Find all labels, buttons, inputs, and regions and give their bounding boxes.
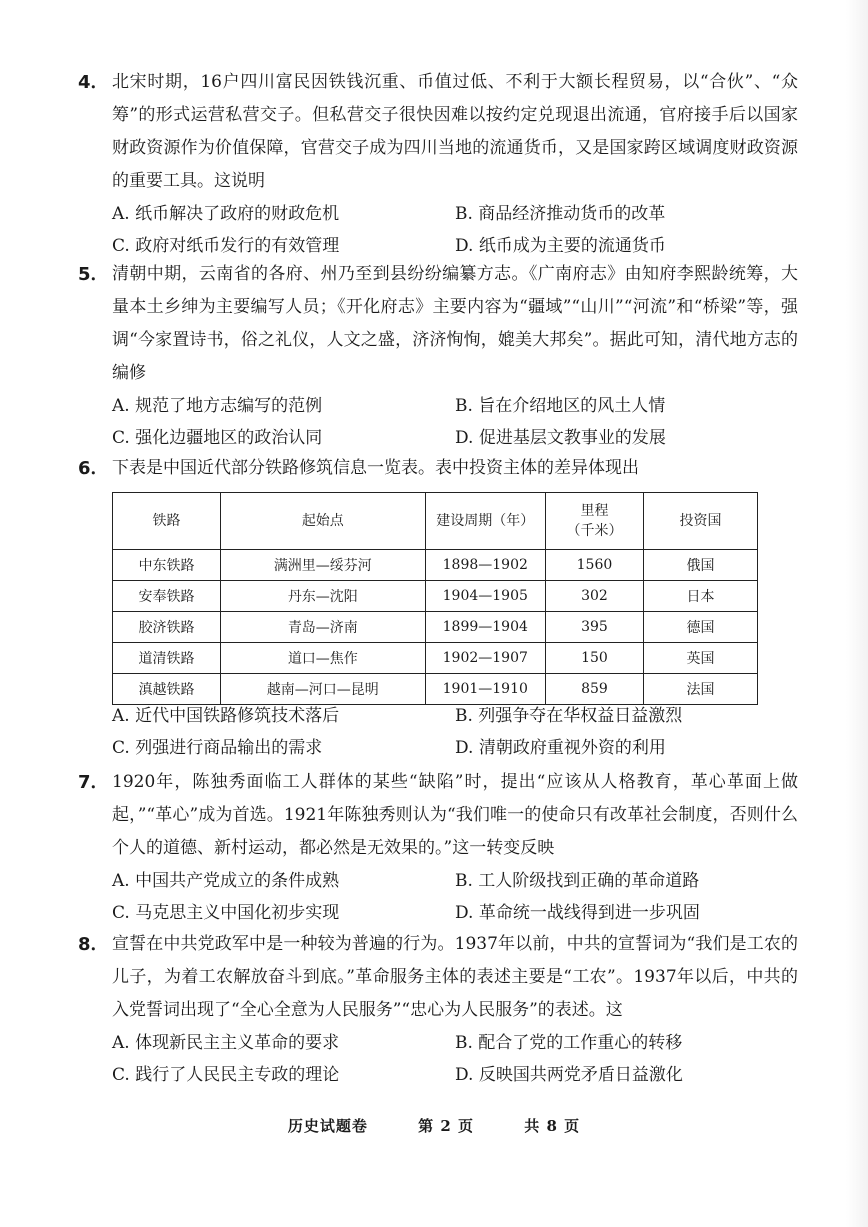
- question-5: [78, 258, 798, 454]
- table-cell: 中东铁路: [113, 550, 221, 581]
- question-5-option-c[interactable]: C. 强化边疆地区的政治认同: [112, 428, 323, 448]
- question-6-options: [112, 700, 798, 764]
- table-cell: 满洲里—绥芬河: [220, 550, 425, 581]
- question-8: [78, 928, 798, 1091]
- question-4-option-b[interactable]: B. 商品经济推动货币的改革: [455, 204, 666, 224]
- page-footer: [0, 1115, 868, 1136]
- railway-table: [112, 492, 758, 705]
- question-6-number: 6．: [78, 458, 109, 479]
- question-7-option-c[interactable]: C. 马克思主义中国化初步实现: [112, 903, 340, 923]
- question-8-text: 宣誓在中共党政军中是一种较为普遍的行为。1937年以前，中共的宣誓词为“我们是工农的儿子，为着工农解放奋斗到底。”革命服务主体的表述主要是“工农”。1937年以后，中共的入党誓词出现了“全心全意为人民服务”“忠心为人民服务”的表述。这: [112, 934, 798, 1020]
- question-6-stem: [78, 452, 798, 485]
- question-6: [78, 452, 798, 485]
- question-4-option-c[interactable]: C. 政府对纸币发行的有效管理: [112, 236, 340, 256]
- table-cell: 395: [545, 612, 643, 643]
- table-cell: 1898—1902: [425, 550, 545, 581]
- table-cell: 859: [545, 674, 643, 705]
- question-8-option-b[interactable]: B. 配合了党的工作重心的转移: [455, 1033, 683, 1053]
- table-header-cell: 起始点: [220, 493, 425, 550]
- table-row: [113, 550, 758, 581]
- question-5-number: 5．: [78, 264, 109, 285]
- table-cell: 1901—1910: [425, 674, 545, 705]
- table-cell: 1560: [545, 550, 643, 581]
- question-8-number: 8．: [78, 934, 109, 955]
- question-7-option-a[interactable]: A. 中国共产党成立的条件成熟: [112, 871, 340, 891]
- question-8-option-d[interactable]: D. 反映国共两党矛盾日益激化: [455, 1065, 683, 1085]
- footer-total-pages: 共 8 页: [524, 1117, 581, 1135]
- table-cell: 1902—1907: [425, 643, 545, 674]
- table-row: [113, 643, 758, 674]
- table-header-row: [113, 493, 758, 550]
- question-7-option-b[interactable]: B. 工人阶级找到正确的革命道路: [455, 871, 700, 891]
- table-cell: 道清铁路: [113, 643, 221, 674]
- question-6-option-c[interactable]: C. 列强进行商品输出的需求: [112, 738, 323, 758]
- table-cell: 法国: [644, 674, 758, 705]
- question-5-option-a[interactable]: A. 规范了地方志编写的范例: [112, 396, 323, 416]
- table-header-cell: 里程 （千米）: [545, 493, 643, 550]
- table-header-cell: 建设周期（年）: [425, 493, 545, 550]
- question-5-option-b[interactable]: B. 旨在介绍地区的风土人情: [455, 396, 666, 416]
- question-6-option-a[interactable]: A. 近代中国铁路修筑技术落后: [112, 706, 340, 726]
- footer-subject: 历史试题卷: [287, 1117, 368, 1135]
- question-6-option-b[interactable]: B. 列强争夺在华权益日益激烈: [455, 706, 683, 726]
- table-cell: 150: [545, 643, 643, 674]
- question-6-option-d[interactable]: D. 清朝政府重视外资的利用: [455, 738, 666, 758]
- table-row: [113, 581, 758, 612]
- question-5-options: [112, 390, 798, 454]
- question-7: [78, 766, 798, 929]
- question-8-stem: [78, 928, 798, 1027]
- question-7-option-d[interactable]: D. 革命统一战线得到进一步巩固: [455, 903, 700, 923]
- table-cell: 道口—焦作: [220, 643, 425, 674]
- question-6-options-block: [78, 700, 798, 764]
- question-5-option-d[interactable]: D. 促进基层文教事业的发展: [455, 428, 666, 448]
- table-cell: 日本: [644, 581, 758, 612]
- footer-page-number: 第 2 页: [418, 1117, 474, 1135]
- table-cell: 胶济铁路: [113, 612, 221, 643]
- scan-edge-shadow: [846, 0, 868, 1227]
- question-5-stem: [78, 258, 798, 390]
- table-cell: 德国: [644, 612, 758, 643]
- question-4-option-a[interactable]: A. 纸币解决了政府的财政危机: [112, 204, 340, 224]
- question-4-options: [112, 198, 798, 262]
- question-8-options: [112, 1027, 798, 1091]
- table-cell: 英国: [644, 643, 758, 674]
- table-cell: 1899—1904: [425, 612, 545, 643]
- table-row: [113, 612, 758, 643]
- question-4-stem: [78, 66, 798, 198]
- table-cell: 滇越铁路: [113, 674, 221, 705]
- table-cell: 1904—1905: [425, 581, 545, 612]
- question-7-text: 1920年，陈独秀面临工人群体的某些“缺陷”时，提出“应该从人格教育，革心革面上做起，”“革心”成为首选。1921年陈独秀则认为“我们唯一的使命只有改革社会制度，否则什么个人的道德、新村运动，都必然是无效果的。”这一转变反映: [112, 772, 798, 858]
- table-cell: 安奉铁路: [113, 581, 221, 612]
- question-7-stem: [78, 766, 798, 865]
- table-cell: 青岛—济南: [220, 612, 425, 643]
- table-header-cell: 投资国: [644, 493, 758, 550]
- table-cell: 302: [545, 581, 643, 612]
- table-cell: 俄国: [644, 550, 758, 581]
- question-7-options: [112, 865, 798, 929]
- table-cell: 越南—河口—昆明: [220, 674, 425, 705]
- question-8-option-a[interactable]: A. 体现新民主主义革命的要求: [112, 1033, 340, 1053]
- question-4-option-d[interactable]: D. 纸币成为主要的流通货币: [455, 236, 666, 256]
- table-header-cell: 铁路: [113, 493, 221, 550]
- question-4: [78, 66, 798, 262]
- question-8-option-c[interactable]: C. 践行了人民民主专政的理论: [112, 1065, 340, 1085]
- question-7-number: 7．: [78, 772, 109, 793]
- question-4-text: 北宋时期，16户四川富民因铁钱沉重、币值过低、不利于大额长程贸易，以“合伙”、“众筹”的形式运营私营交子。但私营交子很快因难以按约定兑现退出流通，官府接手后以国家财政资源作为价值保障，官营交子成为四川当地的流通货币，又是国家跨区域调度财政资源的重要工具。这说明: [112, 72, 798, 191]
- question-4-number: 4．: [78, 72, 109, 93]
- question-6-text: 下表是中国近代部分铁路修筑信息一览表。表中投资主体的差异体现出: [112, 458, 639, 478]
- question-5-text: 清朝中期，云南省的各府、州乃至到县纷纷编纂方志。《广南府志》由知府李熙龄统筹，大量本土乡绅为主要编写人员；《开化府志》主要内容为“疆域”“山川”“河流”和“桥梁”等，强调“今家置诗书，俗之礼仪，人文之盛，济济恂恂，媲美大邦矣”。据此可知，清代地方志的编修: [112, 264, 798, 383]
- table-cell: 丹东—沈阳: [220, 581, 425, 612]
